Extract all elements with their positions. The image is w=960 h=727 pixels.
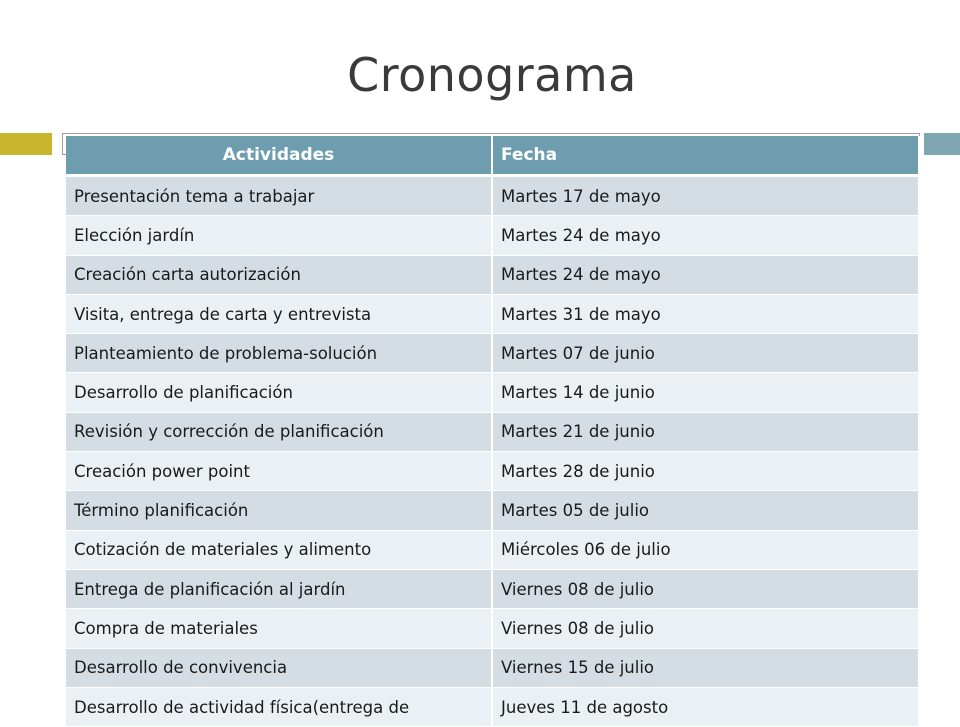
activity-cell: Presentación tema a trabajar — [66, 176, 492, 216]
table-row — [66, 412, 919, 451]
activity-cell: Desarrollo de actividad física(entrega de — [66, 687, 492, 726]
header-activities: Actividades — [66, 136, 492, 176]
date-cell: Martes 28 de junio — [492, 452, 919, 491]
accent-bar-right — [924, 133, 960, 155]
activity-cell: Cotización de materiales y alimento — [66, 530, 492, 569]
activity-cell: Desarrollo de convivencia — [66, 648, 492, 687]
table-header-row — [66, 136, 919, 176]
table-row — [66, 294, 919, 333]
date-cell: Martes 14 de junio — [492, 373, 919, 412]
date-cell: Viernes 08 de julio — [492, 609, 919, 648]
date-cell: Martes 24 de mayo — [492, 255, 919, 294]
table-row — [66, 609, 919, 648]
date-cell: Martes 07 de junio — [492, 334, 919, 373]
table-row — [66, 334, 919, 373]
activity-cell: Entrega de planificación al jardín — [66, 569, 492, 608]
date-cell: Martes 05 de julio — [492, 491, 919, 530]
date-cell: Viernes 08 de julio — [492, 569, 919, 608]
table-row — [66, 452, 919, 491]
date-cell: Miércoles 06 de julio — [492, 530, 919, 569]
activity-cell: Visita, entrega de carta y entrevista — [66, 294, 492, 333]
table-row — [66, 255, 919, 294]
slide-title: Cronograma — [347, 48, 637, 102]
activity-cell: Planteamiento de problema-solución — [66, 334, 492, 373]
activity-cell: Elección jardín — [66, 216, 492, 255]
activity-cell: Creación power point — [66, 452, 492, 491]
header-date: Fecha — [492, 136, 919, 176]
activity-cell: Creación carta autorización — [66, 255, 492, 294]
date-cell: Martes 21 de junio — [492, 412, 919, 451]
table-row — [66, 687, 919, 726]
table-row — [66, 373, 919, 412]
table-row — [66, 530, 919, 569]
accent-bar-left — [0, 133, 52, 155]
date-cell: Jueves 11 de agosto — [492, 687, 919, 726]
activity-cell: Compra de materiales — [66, 609, 492, 648]
schedule-table — [66, 136, 920, 727]
date-cell: Martes 17 de mayo — [492, 176, 919, 216]
table-row — [66, 216, 919, 255]
activity-cell: Desarrollo de planificación — [66, 373, 492, 412]
activity-cell: Término planificación — [66, 491, 492, 530]
table-row — [66, 569, 919, 608]
date-cell: Martes 31 de mayo — [492, 294, 919, 333]
date-cell: Martes 24 de mayo — [492, 216, 919, 255]
table-row — [66, 648, 919, 687]
table-row — [66, 491, 919, 530]
date-cell: Viernes 15 de julio — [492, 648, 919, 687]
table-row — [66, 176, 919, 216]
activity-cell: Revisión y corrección de planificación — [66, 412, 492, 451]
